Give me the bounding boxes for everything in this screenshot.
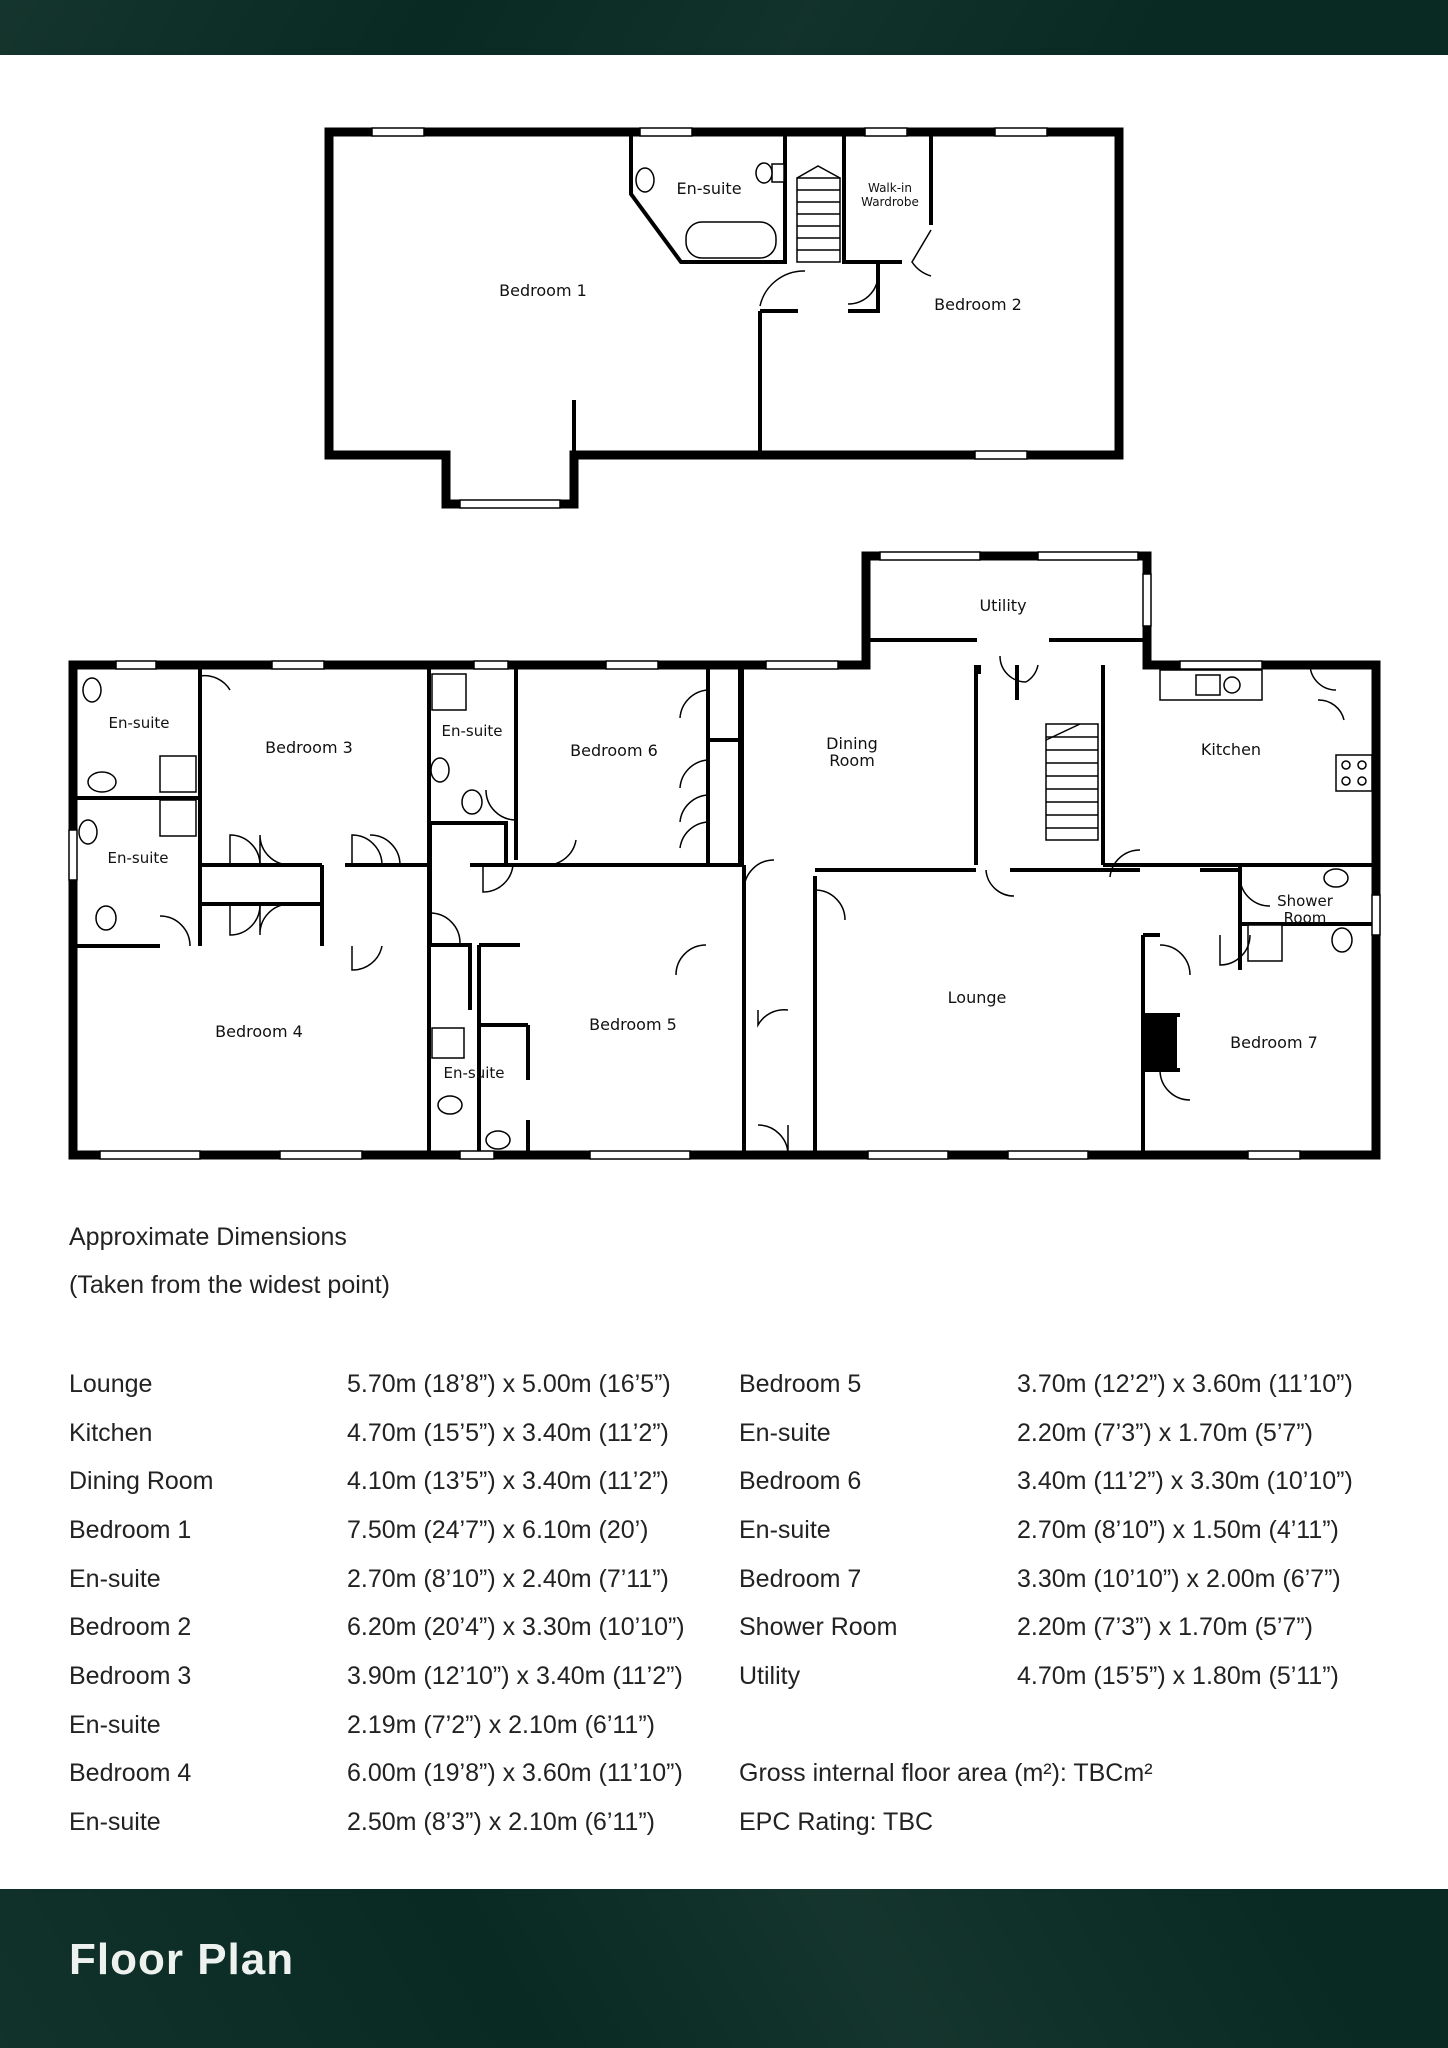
room-label-dining-room: Room [829,751,875,770]
kitchen-fixtures [1160,670,1372,791]
room-name: Bedroom 2 [69,1613,192,1641]
room-label-bedroom-1: Bedroom 1 [499,281,587,300]
room-size: 5.70m (18’8”) x 5.00m (16’5”) [347,1370,671,1398]
chimney-block [1143,1015,1177,1070]
footer-title: Floor Plan [69,1935,295,1984]
room-size: 6.20m (20’4”) x 3.30m (10’10”) [347,1613,685,1641]
room-name: Kitchen [69,1419,153,1447]
room-label-ensuite-bed3: En-suite [108,714,170,732]
room-size: 2.50m (8’3”) x 2.10m (6’11”) [347,1808,655,1836]
room-name: Bedroom 1 [69,1516,192,1544]
room-name: Dining Room [69,1467,214,1495]
room-label-upper-ensuite: En-suite [676,179,742,198]
room-label-shower-room: Room [1283,909,1327,927]
room-name: En-suite [69,1711,161,1739]
epc-rating: EPC Rating: TBC [739,1808,934,1836]
room-size: 3.70m (12’2”) x 3.60m (11’10”) [1017,1370,1353,1398]
ground-stairs [1046,724,1098,840]
room-size: 4.70m (15’5”) x 3.40m (11’2”) [347,1419,669,1447]
room-name: Bedroom 6 [739,1467,862,1495]
room-size: 4.70m (15’5”) x 1.80m (5’11”) [1017,1662,1339,1690]
room-size: 7.50m (24’7”) x 6.10m (20’) [347,1516,649,1544]
room-name: Bedroom 3 [69,1662,192,1690]
room-size: 3.30m (10’10”) x 2.00m (6’7”) [1017,1565,1341,1593]
room-label-walk-in: Walk-in [867,181,913,195]
room-name: Bedroom 4 [69,1759,192,1787]
ground-windows [69,552,1380,1159]
room-name: En-suite [739,1516,831,1544]
upper-stairs [797,166,840,262]
room-label-bedroom-2: Bedroom 2 [934,295,1022,314]
room-name: Bedroom 7 [739,1565,862,1593]
room-name: Shower Room [739,1613,898,1641]
ground-doors [160,656,1344,1155]
upper-ensuite-fixtures [636,163,784,258]
room-label-bedroom-7: Bedroom 7 [1230,1033,1318,1052]
room-label-lounge: Lounge [947,988,1007,1007]
room-size: 6.00m (19’8”) x 3.60m (11’10”) [347,1759,683,1787]
room-label-wardrobe: Wardrobe [861,195,919,209]
room-label-kitchen: Kitchen [1200,740,1262,759]
room-label-dining: Dining [826,734,878,753]
room-label-utility: Utility [979,596,1027,615]
room-label-bedroom-3: Bedroom 3 [265,738,353,757]
gross-floor-area: Gross internal floor area (m²): TBCm² [739,1759,1153,1787]
room-size: 2.20m (7’3”) x 1.70m (5’7”) [1017,1613,1313,1641]
room-name: Lounge [69,1370,153,1398]
room-label-ensuite-bed5: En-suite [443,1064,505,1082]
room-size: 2.70m (8’10”) x 1.50m (4’11”) [1017,1516,1339,1544]
room-size: 4.10m (13’5”) x 3.40m (11’2”) [347,1467,669,1495]
room-label-ensuite-bed4: En-suite [107,849,169,867]
room-name: Bedroom 5 [739,1370,862,1398]
room-name: Utility [739,1662,801,1690]
room-label-bedroom-4: Bedroom 4 [215,1022,303,1041]
room-label-bedroom-6: Bedroom 6 [570,741,658,760]
room-size: 2.19m (7’2”) x 2.10m (6’11”) [347,1711,655,1739]
dimensions-subheading: (Taken from the widest point) [69,1271,390,1299]
room-name: En-suite [69,1808,161,1836]
room-size: 3.90m (12’10”) x 3.40m (11’2”) [347,1662,683,1690]
room-name: En-suite [739,1419,831,1447]
room-size: 2.20m (7’3”) x 1.70m (5’7”) [1017,1419,1313,1447]
room-name: En-suite [69,1565,161,1593]
room-label-shower: Shower [1277,892,1333,910]
dimensions-heading: Approximate Dimensions [69,1223,347,1251]
room-label-bedroom-5: Bedroom 5 [589,1015,677,1034]
room-label-ensuite-bed6: En-suite [441,722,503,740]
room-size: 2.70m (8’10”) x 2.40m (7’11”) [347,1565,669,1593]
ground-floor-inner-walls [77,640,1376,1155]
room-size: 3.40m (11’2”) x 3.30m (10’10”) [1017,1467,1353,1495]
